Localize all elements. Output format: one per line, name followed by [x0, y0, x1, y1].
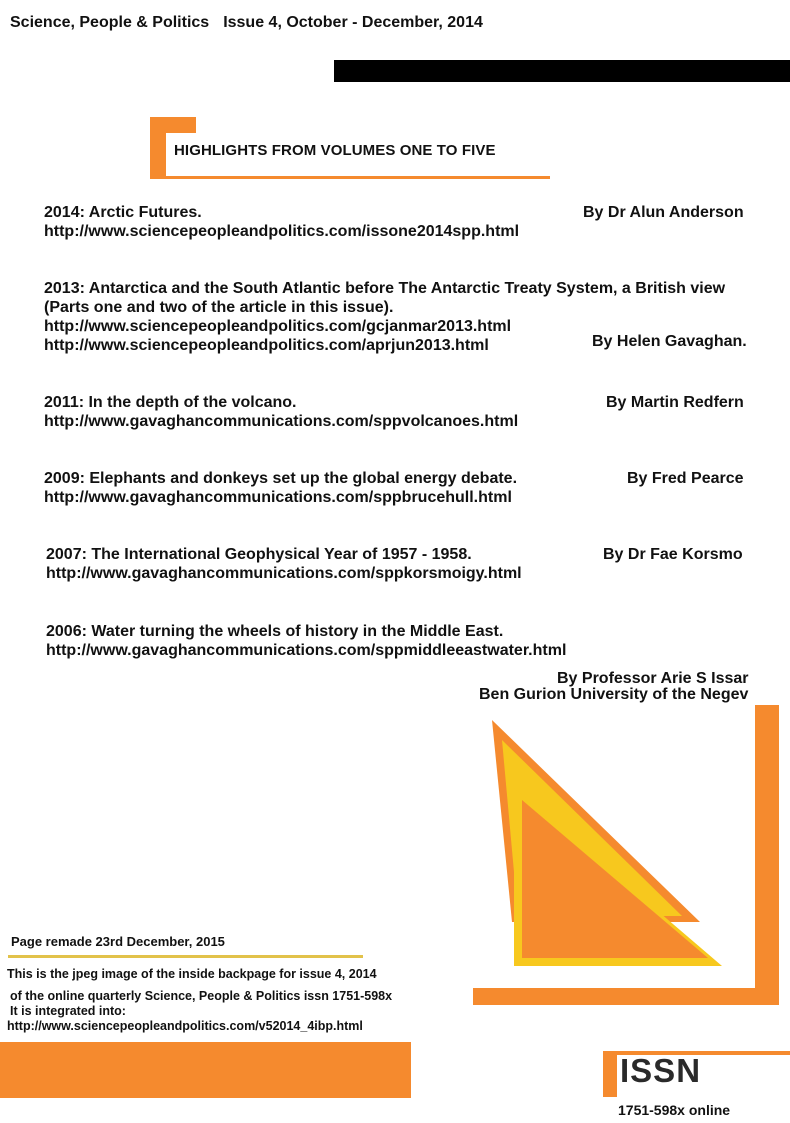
footer-line-3: It is integrated into: — [10, 1004, 126, 1018]
issn-badge-vertical-bar — [603, 1051, 617, 1097]
entry-author: By Helen Gavaghan. — [592, 333, 747, 350]
decorative-triangles-graphic — [470, 700, 790, 1006]
issn-number: 1751-598x online — [618, 1102, 731, 1118]
entry-link[interactable]: http://www.gavaghancommunications.com/sppkorsmoigy.html — [46, 565, 522, 582]
entry-title: 2011: In the depth of the volcano. — [44, 394, 297, 411]
publication-name: Science, People & Politics — [10, 14, 210, 31]
entry-title: 2007: The International Geophysical Year of 1957 - 1958. — [46, 546, 472, 563]
entry-author: By Dr Fae Korsmo — [603, 546, 743, 563]
bottom-orange-bar — [0, 1042, 411, 1098]
issue-label: Issue 4, October - December, 2014 — [223, 14, 483, 31]
header-black-bar — [334, 60, 790, 82]
entry-author: By Professor Arie S Issar — [557, 670, 749, 687]
footer-url[interactable]: http://www.sciencepeopleandpolitics.com/v52014_4ibp.html — [7, 1019, 363, 1033]
entry-author: By Martin Redfern — [606, 394, 744, 411]
entry-author: By Dr Alun Anderson — [583, 204, 744, 221]
footer-gold-divider — [8, 955, 363, 958]
highlights-title: HIGHLIGHTS FROM VOLUMES ONE TO FIVE — [174, 142, 496, 159]
page-header — [10, 14, 483, 32]
issn-label: ISSN — [620, 1052, 702, 1089]
entry-link[interactable]: http://www.gavaghancommunications.com/sppbrucehull.html — [44, 489, 512, 506]
entry-subtitle: (Parts one and two of the article in this issue). — [44, 299, 394, 316]
entry-link[interactable]: http://www.sciencepeopleandpolitics.com/issone2014spp.html — [44, 223, 520, 240]
entry-title: 2013: Antarctica and the South Atlantic before The Antarctic Treaty System, a British view — [44, 280, 726, 297]
entry-title: 2014: Arctic Futures. — [44, 204, 202, 221]
entry-link[interactable]: http://www.gavaghancommunications.com/sppvolcanoes.html — [44, 413, 519, 430]
entry-author: By Fred Pearce — [627, 470, 744, 487]
entry-title: 2006: Water turning the wheels of history in the Middle East. — [46, 623, 504, 640]
entry-affiliation: Ben Gurion University of the Negev — [479, 686, 749, 703]
entry-title: 2009: Elephants and donkeys set up the global energy debate. — [44, 470, 518, 487]
footer-line-1: This is the jpeg image of the inside backpage for issue 4, 2014 — [7, 967, 377, 981]
entry-link[interactable]: http://www.sciencepeopleandpolitics.com/aprjun2013.html — [44, 337, 489, 354]
entry-link[interactable]: http://www.gavaghancommunications.com/sppmiddleeastwater.html — [46, 642, 567, 659]
deco-bottom-bar — [473, 988, 779, 1005]
highlights-bracket-top — [150, 117, 196, 133]
highlights-underline — [150, 176, 550, 179]
entry-link[interactable]: http://www.sciencepeopleandpolitics.com/gcjanmar2013.html — [44, 318, 512, 335]
deco-right-bar — [755, 705, 779, 1005]
footer-line-2: of the online quarterly Science, People & Politics issn 1751-598x — [10, 989, 393, 1003]
page-remade-note: Page remade 23rd December, 2015 — [11, 934, 225, 949]
